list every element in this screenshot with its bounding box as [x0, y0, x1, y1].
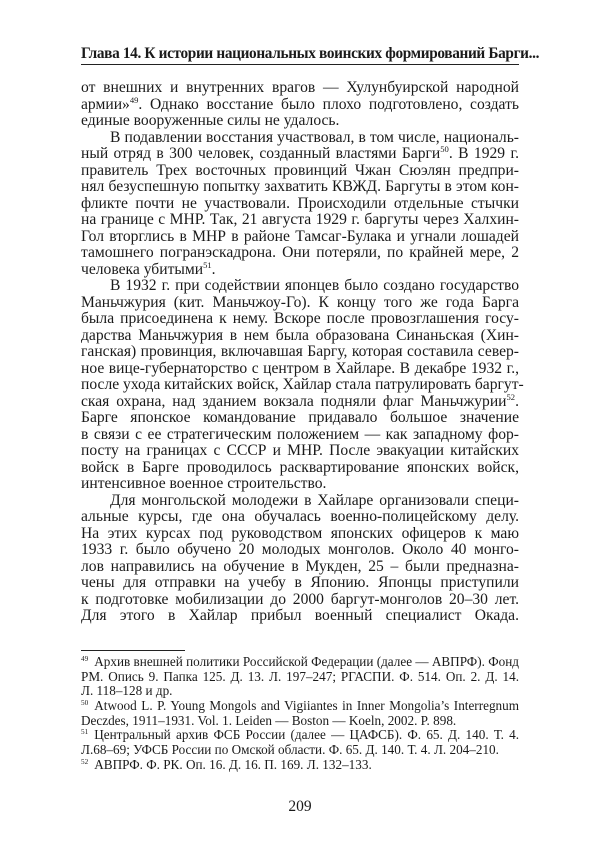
- text-span: . Однако восстание было плохо подготовлено, создать: [138, 95, 519, 113]
- footnote-line: [81, 728, 519, 743]
- text-span: Л. 118–128 и др.: [81, 683, 173, 699]
- text-span: АВПРФ. Ф. РК. Оп. 16. Д. 16. П. 169. Л. 132–133.: [94, 756, 372, 772]
- footnote-number: 50: [81, 698, 89, 707]
- text-line: альные курсы, где она обучалась военно-полицейскому делу.: [81, 508, 519, 525]
- footnote-number: 49: [81, 654, 89, 663]
- text-span: Центральный архив ФСБ России (далее — ЦАФСБ). Ф. 65. Д. 140. Т. 4.: [94, 727, 519, 743]
- paragraph: [81, 493, 519, 625]
- text-line: ное вице-губернаторство с центром в Хайларе. В декабре 1932 г.,: [81, 359, 519, 377]
- text-line: ганская) провинция, включавшая Баргу, которая составила север-: [81, 343, 519, 360]
- footnote: [81, 728, 519, 757]
- body-text: [81, 79, 524, 625]
- text-line: 1933 г. было обучено 20 молодых монголов. Около 40 монго-: [81, 541, 519, 558]
- text-span: .: [211, 260, 216, 278]
- text-span: человека убитыми: [81, 260, 204, 278]
- text-line: [81, 146, 519, 163]
- text-line: правитель Трех восточных провинций Чжан Сюэлян предпри-: [81, 161, 519, 179]
- text-line: Для монгольской молодежи в Хайларе организовали специ-: [110, 491, 519, 509]
- text-line: Гол вторглись в МНР в районе Тамсаг-Булака и угнали лошадей: [81, 227, 519, 245]
- text-line: тамошнего погранэскадрона. Они потеряли, по крайней мере, 2: [81, 244, 519, 261]
- footnote-ref: 52: [506, 391, 516, 402]
- text-line: В 1932 г. при содействии японцев было создано государство: [110, 277, 519, 294]
- footnote-line: [81, 714, 519, 729]
- text-span: Deczdes, 1911–1931. Vol. 1. Leiden — Boston — Koeln, 2002. P. 898.: [81, 712, 457, 728]
- footnote-line: [81, 743, 519, 758]
- footnote-separator: [81, 650, 185, 651]
- text-span: ская охрана, над зданием вокзала подняли флаг Маньчжурии: [81, 392, 507, 410]
- page-number: 209: [288, 798, 312, 815]
- text-line: [81, 259, 519, 279]
- footnote: [81, 699, 519, 728]
- text-span: Архив внешней политики Российской Федерации (далее — АВПРФ). Фонд: [94, 654, 519, 669]
- footnote: [81, 655, 519, 699]
- text-line: в связи с ее стратегическим положением — как западному фор-: [81, 425, 519, 443]
- footnote-line: [81, 758, 519, 773]
- text-line: к подготовке мобилизации до 2000 баргут-монголов 20–30 лет.: [81, 590, 519, 608]
- text-line: от внешних и внутренних врагов — Хулунбуирской народной: [81, 79, 519, 96]
- footnote-ref: 50: [440, 144, 449, 154]
- text-line: В подавлении восстания участвовал, в том числе, националь-: [110, 128, 519, 146]
- text-line: после ухода китайских войск, Хайлар стала патрулировать баргут-: [81, 376, 524, 393]
- text-line: лов направились на обучение в Мукден, 25 – были предназна-: [81, 557, 519, 575]
- text-span: .: [515, 392, 519, 410]
- text-span: Л.68–69; УФСБ России по Омской области. Ф. 65. Д. 140. Т. 4. Л. 204–210.: [81, 742, 499, 758]
- text-line: интенсивное военное строительство.: [81, 475, 327, 492]
- footnote-line: [81, 684, 519, 699]
- text-line: посту на границах с СССР и МНР. После эвакуации китайских: [81, 442, 519, 459]
- text-line: Маньчжурия (кит. Маньчжоу-Го). К концу того же года Барга: [81, 293, 519, 311]
- paragraph: [81, 277, 524, 493]
- text-line: была присоединена к нему. Вскоре после провозглашения госу-: [81, 310, 519, 327]
- header-rule: [81, 64, 519, 65]
- text-line: единые вооруженные силы не удалось.: [81, 112, 340, 129]
- text-line: на границе с МНР. Так, 21 августа 1929 г. баргуты через Халхин-: [81, 211, 519, 228]
- text-line: нял безуспешную попытку захватить КВЖД. Баргуты в этом кон-: [81, 178, 519, 195]
- text-line: [81, 391, 519, 411]
- footnote-line: [81, 655, 519, 670]
- footnote-number: 52: [81, 757, 89, 766]
- running-header: Глава 14. К истории национальных воинских формирований Барги...: [81, 45, 540, 62]
- text-line: Для этого в Хайлар прибыл военный специалист Окада.: [81, 607, 519, 624]
- text-line: [81, 94, 519, 114]
- footnote-line: [81, 670, 519, 685]
- text-span: Atwood L. P. Young Mongols and Vigiiantes in Inner Mongolia’s Interregnum: [94, 698, 519, 714]
- footnote-ref: 51: [203, 259, 212, 270]
- footnote-line: [81, 699, 519, 714]
- footnote-ref: 49: [129, 94, 139, 105]
- text-line: фликте почти не участвовали. Происходили отдельные стычки: [81, 194, 519, 212]
- paragraph: [81, 130, 519, 279]
- text-span: РМ. Опись 9. Папка 125. Д. 13. Л. 197–247; РГАСПИ. Ф. 514. Оп. 2. Д. 14.: [81, 668, 519, 684]
- text-line: дарства Маньчжурия в нем была образована Синаньская (Хин-: [81, 326, 519, 344]
- text-span: . В 1929 г.: [448, 145, 520, 162]
- paragraph: [81, 80, 519, 130]
- text-line: Барге японское командование придавало большое значение: [81, 409, 519, 426]
- text-line: войск в Барге проводилось расквартирование японских войск,: [81, 458, 519, 476]
- text-span: армии»: [81, 95, 130, 113]
- text-line: На этих курсах под руководством японских офицеров к маю: [81, 524, 519, 542]
- text-span: ный отряд в 300 человек, созданный властями Барги: [81, 145, 441, 162]
- footnote: [81, 758, 519, 773]
- footnotes: [81, 655, 519, 773]
- footnote-number: 51: [81, 728, 89, 737]
- text-line: чены для отправки на учебу в Японию. Японцы приступили: [81, 574, 519, 591]
